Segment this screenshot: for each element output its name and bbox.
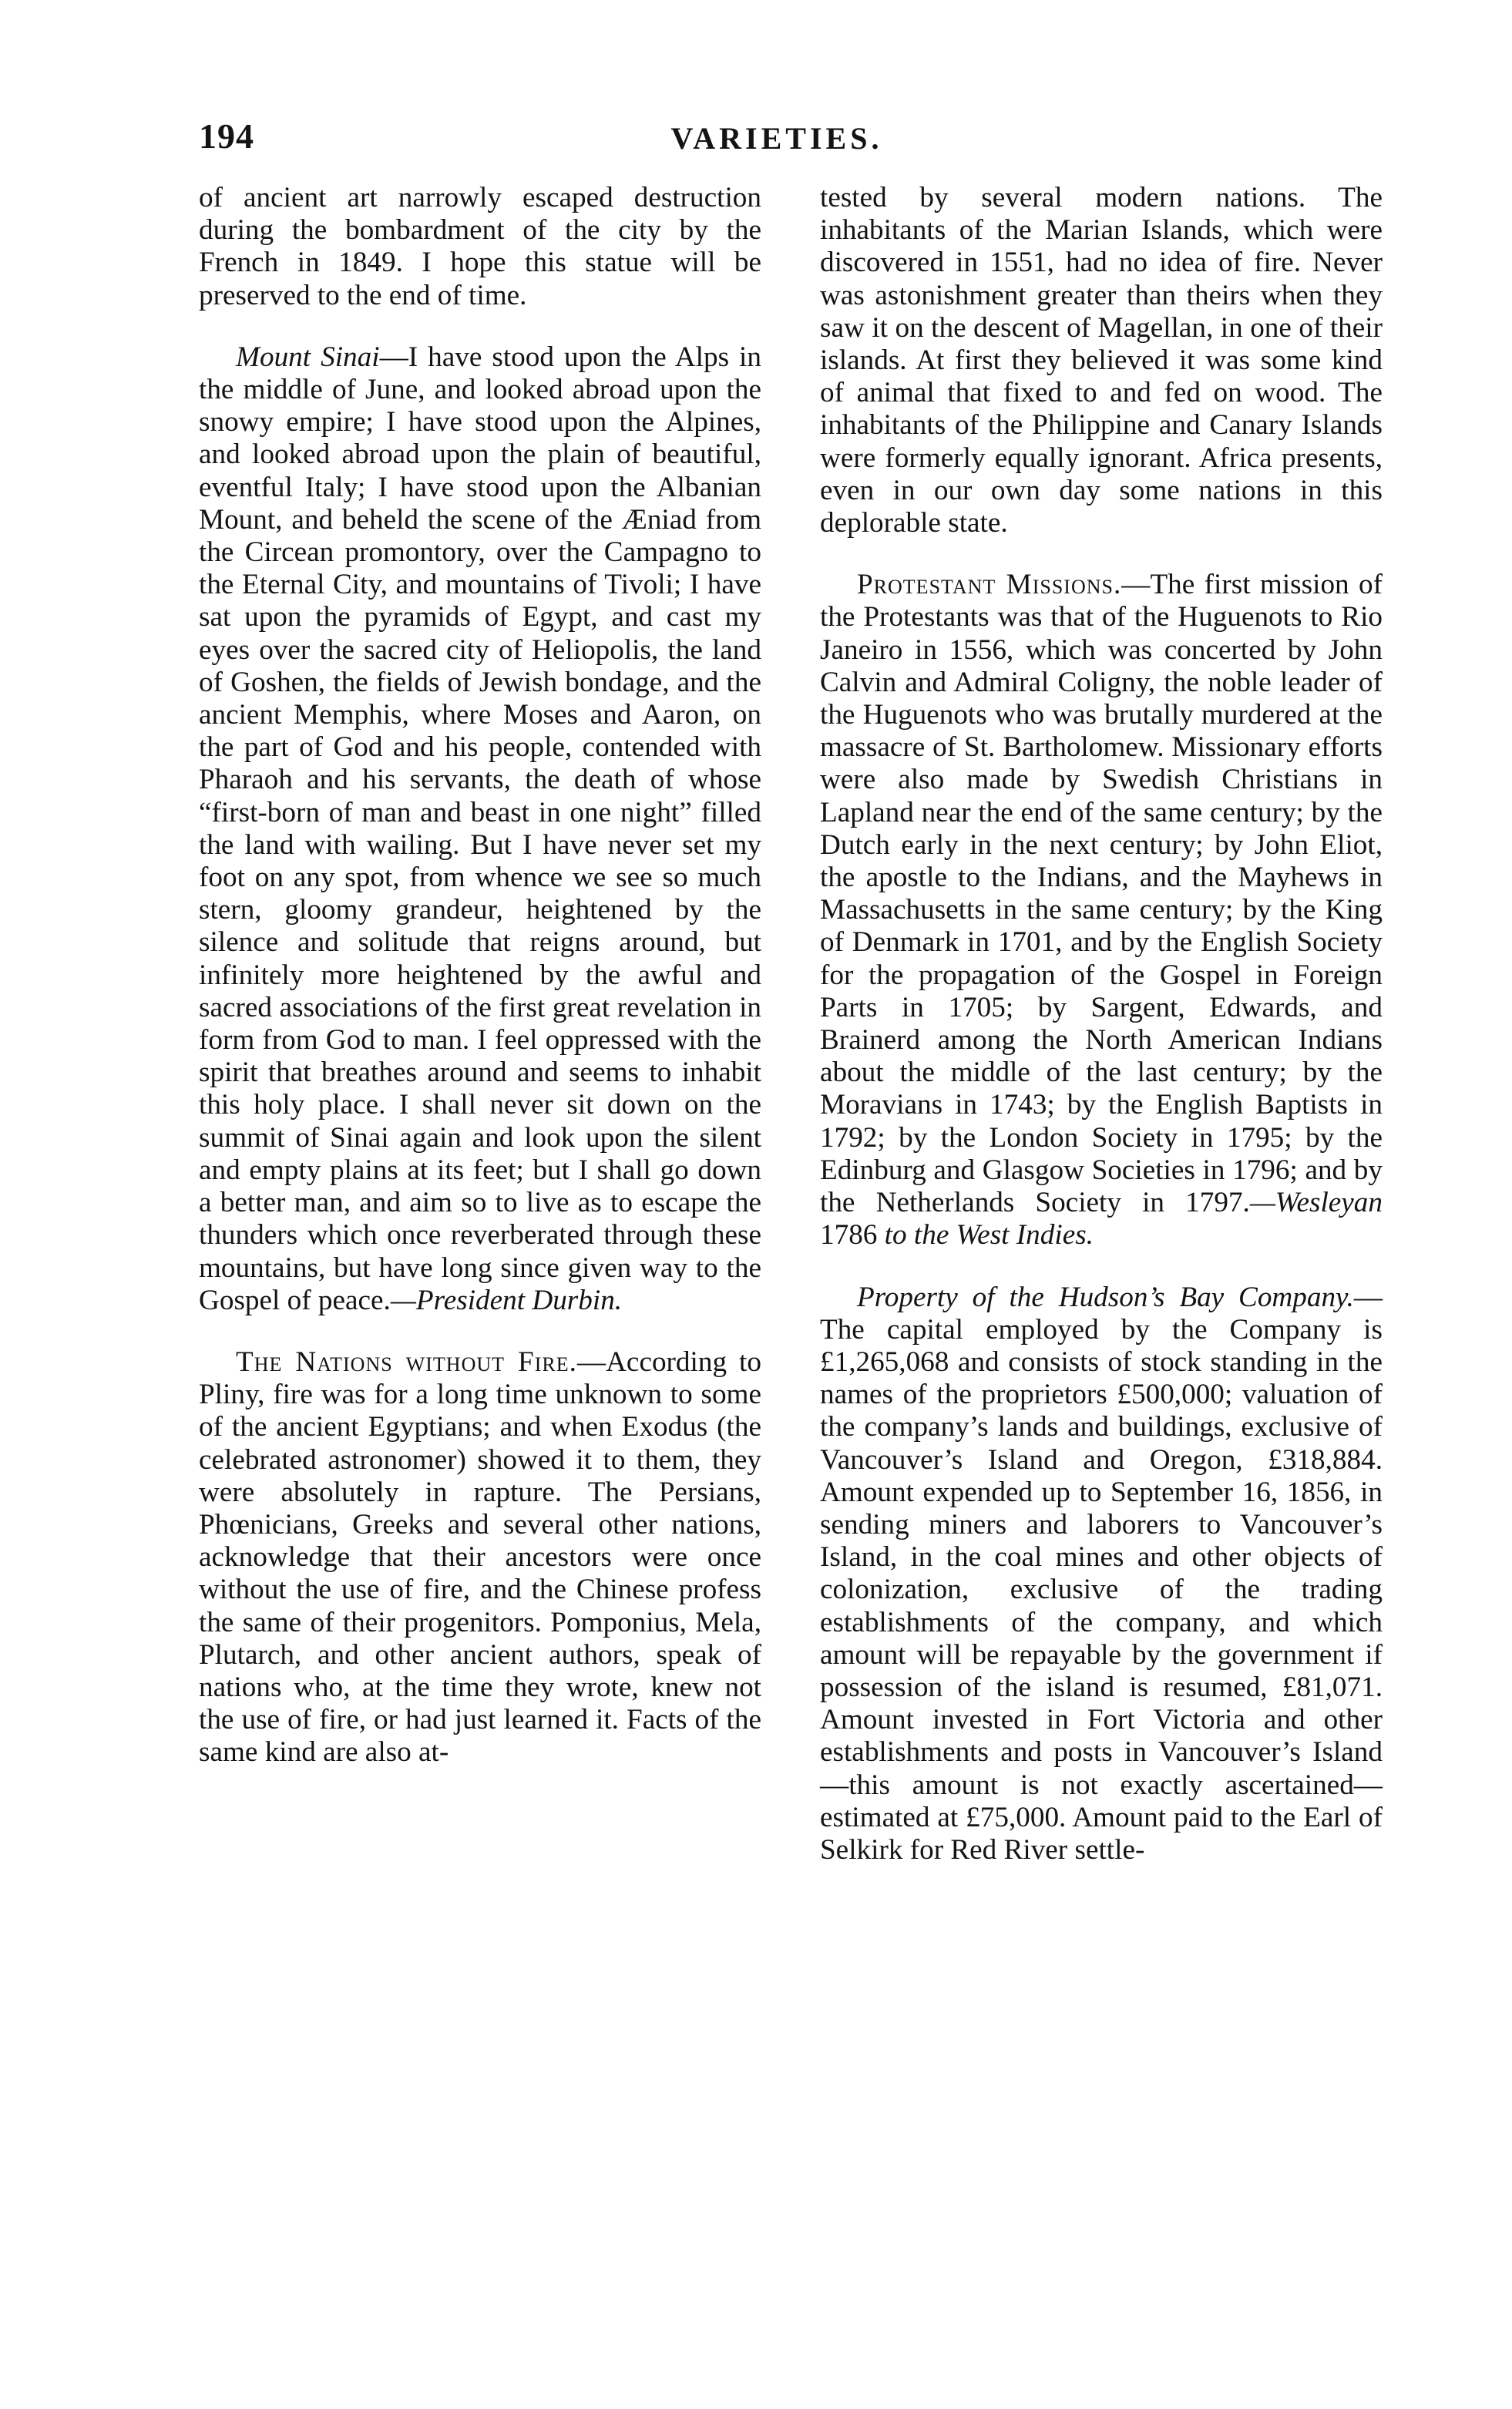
protestant-missions-paragraph xyxy=(820,569,1383,1252)
attribution-year: 1786 xyxy=(820,1219,885,1252)
continued-paragraph: tested by several modern nations. The inhabitants of the Marian Islands, which were discovered in 1551, had no idea of fire. Never was astonishment greater than theirs when they saw it on the descent of Magellan, in one of their islands. At first they believed it was some kind of animal that fixed to and fed on wood. The inhabitants of the Philippine and Canary Islands were formerly equally ignorant. Africa presents, even in our own day some nations in this deplorable state. xyxy=(820,182,1383,539)
attribution-tail: to the West Indies. xyxy=(884,1219,1094,1252)
attribution: —Wesleyan xyxy=(1249,1187,1383,1219)
mount-sinai-paragraph xyxy=(199,341,761,1317)
section-title: Protestant Missions. xyxy=(857,569,1122,601)
page-header xyxy=(199,116,1355,177)
nations-without-fire-paragraph xyxy=(199,1346,761,1769)
section-title: Mount Sinai xyxy=(236,341,380,373)
continued-paragraph: of ancient art narrowly escaped destruction during the bombardment of the city by the French in 1849. I hope this statue will be preserved to the end of time. xyxy=(199,182,761,311)
paragraph-body: —According to Pliny, fire was for a long time unknown to some of the ancient Egyptians; and when Exodus (the celebrated astronomer) showed it to them, they were absolutely in rapture. The Persians, Phœnicians, Greeks and several other nations, acknowledge that their ancestors were once without the use of fire, and the Chinese profess the same of their progenitors. Pomponius, Mela, Plutarch, and other ancient authors, speak of nations who, at the time they wrote, knew not the use of fire, or had just learned it. Facts of the same kind are also at- xyxy=(199,1346,761,1769)
right-column xyxy=(820,182,1383,1866)
section-title: The Nations without Fire. xyxy=(236,1346,577,1378)
paragraph-body: —The first mission of the Protestants was that of the Huguenots to Rio Janeiro in 1556, which was concerted by John Calvin and Admiral Coligny, the noble leader of the Huguenots who was brutally murdered at the massacre of St. Bartholomew. Missionary efforts were also made by Swedish Christians in Lapland near the end of the same century; by the Dutch early in the next century; by John Eliot, the apostle to the Indians, and the Mayhews in Massachusetts in the same century; by the King of Denmark in 1701, and by the English Society for the propagation of the Gospel in Foreign Parts in 1705; by Sargent, Edwards, and Brainerd among the North American Indians about the middle of the last century; by the Moravians in 1743; by the English Baptists in 1792; by the London Society in 1795; by the Edinburg and Glasgow Societies in 1796; and by the Netherlands Society in 1797. xyxy=(820,569,1383,1219)
paragraph-body: —The capital employed by the Company is £1,265,068 and consists of stock standing in the names of the proprietors £500,000; valuation of the company’s lands and buildings, exclusive of Vancouver’s Island and Oregon, £318,884. Amount expended up to September 16, 1856, in sending miners and laborers to Vancouver’s Island, in the coal mines and other objects of colonization, exclusive of the trading establishments of the company, and which amount will be repayable by the government if possession of the island is resumed, £81,071. Amount invested in Fort Victoria and other establishments and posts in Vancouver’s Island—this amount is not exactly ascertained—estimated at £75,000. Amount paid to the Earl of Selkirk for Red River settle- xyxy=(820,1281,1383,1866)
running-title: VARIETIES. xyxy=(670,121,883,156)
page-number: 194 xyxy=(199,116,254,156)
left-column xyxy=(199,182,761,1769)
paragraph-body: —I have stood upon the Alps in the middle of June, and looked abroad upon the snowy empire; I have stood upon the Alpines, and looked abroad upon the plain of beautiful, eventful Italy; I have stood upon the Albanian Mount, and beheld the scene of the Æniad from the Circean promontory, over the Campagno to the Eternal City, and mountains of Tivoli; I have sat upon the pyramids of Egypt, and cast my eyes over the sacred city of Heliopolis, the land of Goshen, the fields of Jewish bondage, and the ancient Memphis, where Moses and Aaron, on the part of God and his people, contended with Pharaoh and his servants, the death of whose “first-born of man and beast in one night” filled the land with wailing. But I have never set my foot on any spot, from whence we see so much stern, gloomy grandeur, heightened by the silence and solitude that reigns around, but infinitely more heightened by the awful and sacred associations of the first great revelation in form from God to man. I feel oppressed with the spirit that breathes around and seems to inhabit this holy place. I shall never sit down on the summit of Sinai again and look upon the silent and empty plains at its feet; but I shall go down a better man, and aim so to live as to escape the thunders which once reverberated through these mountains, but have long since given way to the Gospel of peace. xyxy=(199,341,761,1316)
section-title: Property of the Hudson’s Bay Company. xyxy=(857,1281,1354,1313)
hudsons-bay-paragraph xyxy=(820,1282,1383,1867)
attribution: —President Durbin. xyxy=(390,1284,623,1316)
